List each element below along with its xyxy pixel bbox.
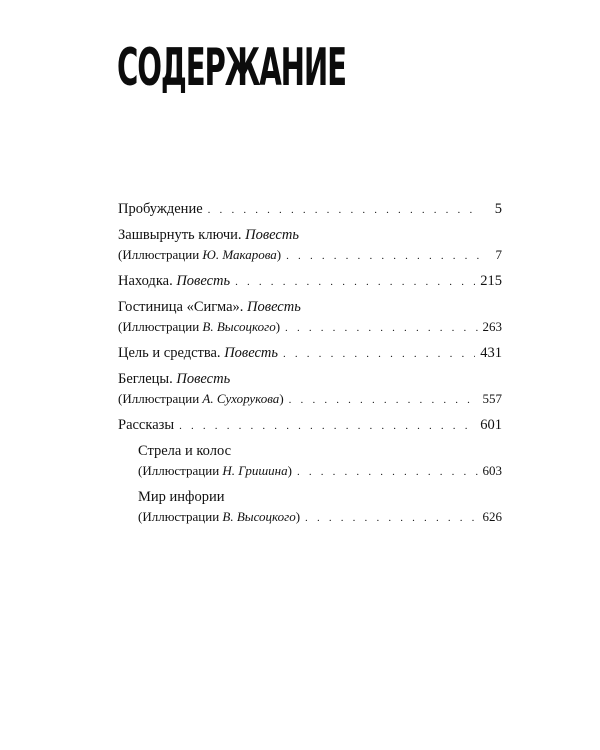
illustration-credit-prefix: (Иллюстрации	[118, 391, 200, 406]
page-number: 603	[482, 463, 502, 478]
toc-entry-zashvyrnut-klyuchi	[118, 226, 502, 266]
entry-genre: Повесть	[176, 371, 231, 387]
illustrator-name: Ю. Макарова	[202, 247, 277, 262]
entry-genre: Повесть	[176, 273, 231, 289]
entry-title: Зашвырнуть ключи.	[118, 227, 242, 243]
illustration-credit-suffix: )	[276, 247, 282, 262]
toc-entry-gostinitsa-sigma	[118, 298, 502, 338]
illustrator-name: В. Высоцкого	[202, 319, 276, 334]
entry-title: Стрела и колос	[138, 443, 232, 459]
entry-title: Цель и средства.	[118, 345, 221, 361]
entry-title: Беглецы.	[118, 371, 173, 387]
illustration-credit-suffix: )	[279, 391, 284, 406]
leader-dots	[285, 319, 477, 338]
entry-genre: Повесть	[245, 227, 299, 243]
page-number: 431	[480, 345, 502, 361]
illustration-credit-prefix: (Иллюстрации	[118, 247, 200, 262]
illustration-credit-prefix: (Иллюстрации	[138, 509, 220, 524]
illustrator-name: Н. Гришина	[222, 463, 288, 478]
table-of-contents	[118, 200, 502, 528]
leader-dots	[286, 247, 481, 266]
leader-dots	[179, 417, 475, 436]
toc-entry-beglecy	[118, 370, 502, 410]
toc-entry-tsel-i-sredstva	[118, 344, 502, 364]
leader-dots	[297, 463, 478, 482]
entry-title: Находка.	[118, 273, 173, 289]
leader-dots	[305, 509, 477, 528]
page-number: 626	[482, 509, 502, 524]
entry-genre: Повесть	[247, 299, 301, 315]
entry-title: Мир инфории	[138, 489, 225, 505]
leader-dots	[283, 345, 475, 364]
illustration-credit-prefix: (Иллюстрации	[138, 463, 220, 478]
entry-title: Пробуждение	[118, 201, 203, 217]
entry-title: Гостиница «Сигма».	[118, 299, 244, 315]
illustration-credit-suffix: )	[275, 319, 281, 334]
leader-dots	[289, 391, 478, 410]
illustrator-name: А. Сухорукова	[202, 391, 280, 406]
toc-entry-probuzhdenie	[118, 200, 502, 220]
leader-dots	[208, 201, 481, 220]
illustration-credit-prefix: (Иллюстрации	[118, 319, 200, 334]
page-number: 5	[494, 201, 502, 217]
toc-entry-rasskazy	[118, 416, 502, 436]
page-number: 7	[495, 247, 502, 262]
page-number: 557	[482, 391, 502, 406]
page-number: 601	[480, 417, 502, 433]
entry-title: Рассказы	[118, 417, 175, 433]
illustrator-name: В. Высоцкого	[222, 509, 296, 524]
leader-dots	[235, 273, 475, 292]
page-number: 263	[482, 319, 502, 334]
page-number: 215	[480, 273, 502, 289]
toc-entry-mir-inforii	[118, 488, 502, 528]
entry-genre: Повесть	[224, 345, 278, 361]
illustration-credit-suffix: )	[287, 463, 292, 478]
page-title: СОДЕРЖАНИЕ	[117, 38, 346, 98]
illustration-credit-suffix: )	[295, 509, 301, 524]
toc-entry-nakhodka	[118, 272, 502, 292]
toc-entry-strela-i-kolos	[118, 442, 502, 482]
